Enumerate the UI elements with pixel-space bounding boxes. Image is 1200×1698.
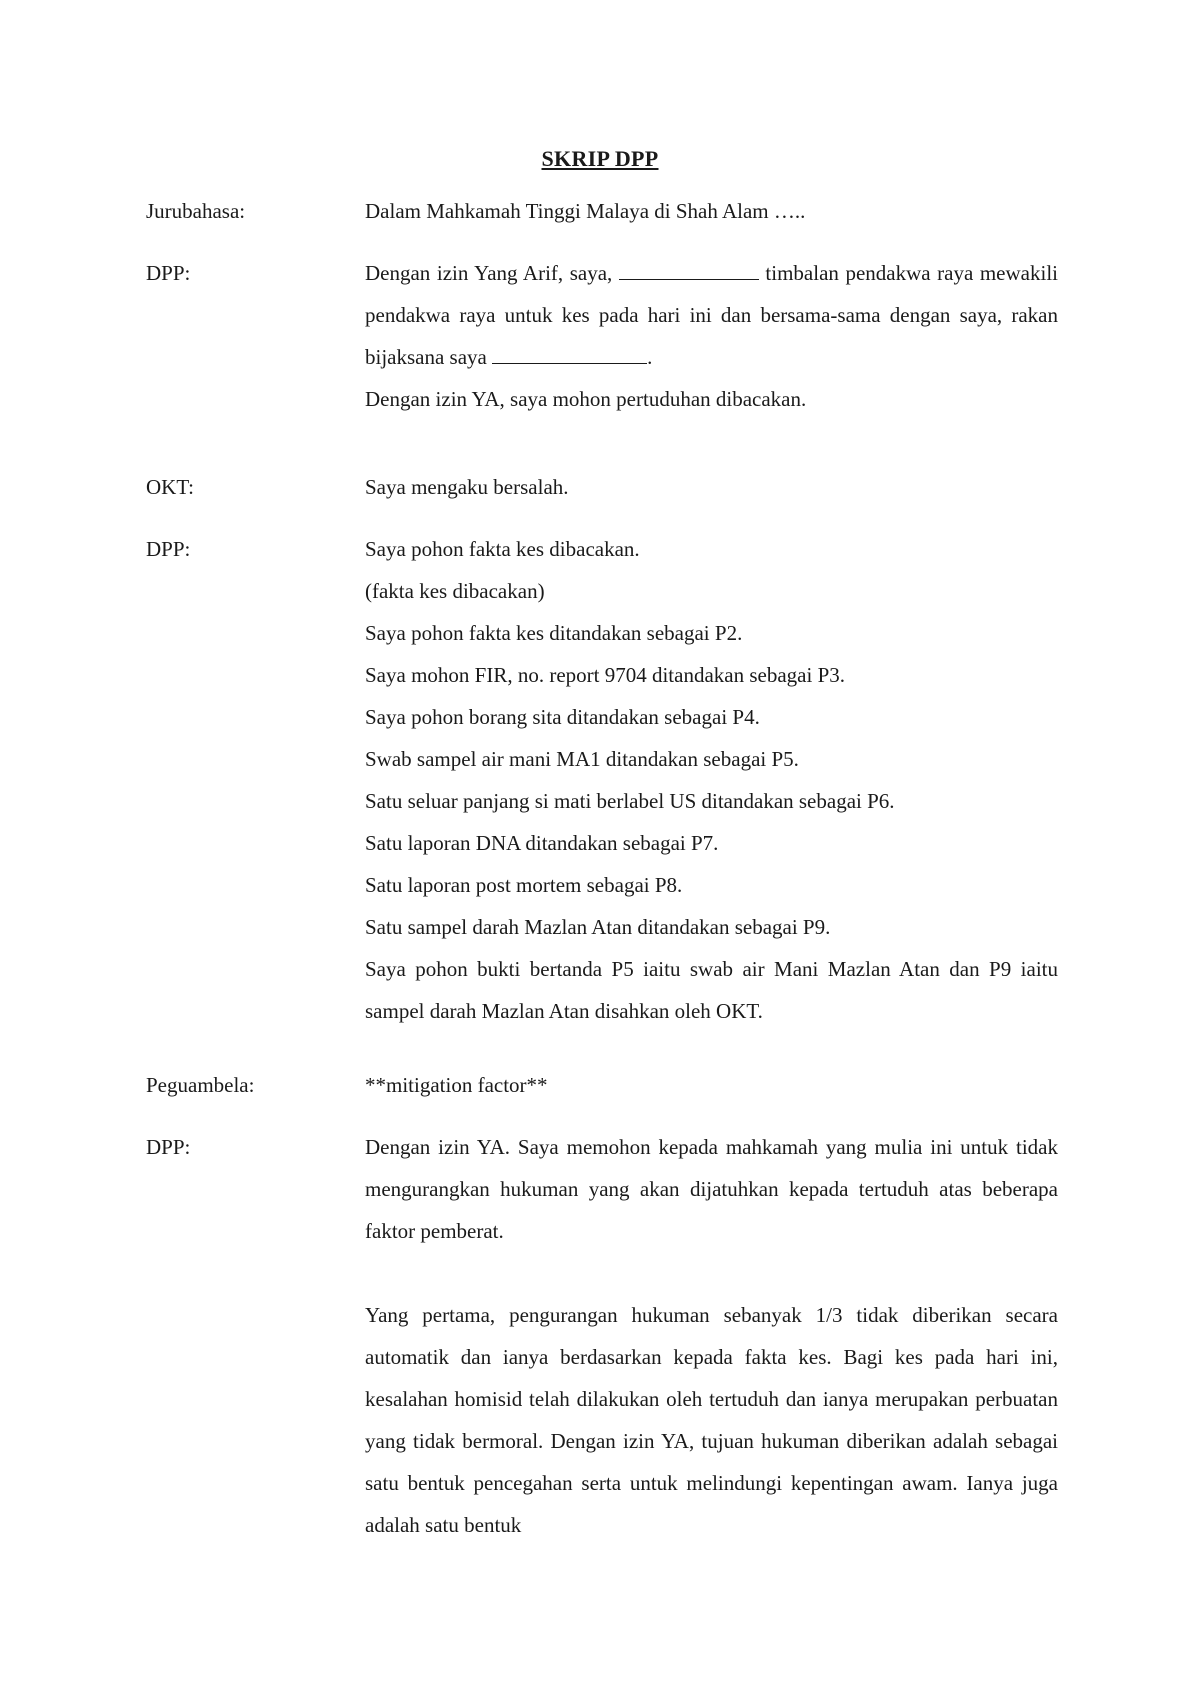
speaker-label: DPP: [146, 537, 191, 561]
speech-content [365, 466, 1058, 508]
speech-text: . [647, 345, 653, 369]
speech-paragraph: Yang pertama, pengurangan hukuman sebanyak 1/3 tidak diberikan secara automatik dan ianya berdasarkan kepada fakta kes. Bagi kes pada hari ini, kesalahan homisid telah dilakukan oleh tertuduh dan ianya merupakan perbuatan yang tidak bermoral. Dengan izin YA, tujuan hukuman diberikan adalah sebagai satu bentuk pencegahan serta untuk melindungi kepentingan awam. Ianya juga adalah satu bentuk [365, 1303, 1058, 1537]
speech-content [365, 528, 1058, 1032]
speech-paragraph: Saya pohon bukti bertanda P5 iaitu swab air Mani Mazlan Atan dan P9 iaitu sampel darah Mazlan Atan disahkan oleh OKT. [365, 957, 1058, 1023]
speech-content [365, 1064, 1058, 1106]
speech-line: Saya pohon fakta kes dibacakan. [365, 537, 640, 561]
speech-line: Satu laporan post mortem sebagai P8. [365, 873, 683, 897]
speech-line: Saya mengaku bersalah. [365, 475, 569, 499]
speech-line: Satu seluar panjang si mati berlabel US ditandakan sebagai P6. [365, 789, 895, 813]
speech-line: Satu laporan DNA ditandakan sebagai P7. [365, 831, 719, 855]
speech-content [365, 1126, 1058, 1546]
speech-content [365, 190, 1058, 232]
speech-line: **mitigation factor** [365, 1073, 548, 1097]
speech-text: Dengan izin Yang Arif, saya, [365, 261, 613, 285]
speech-paragraph [365, 252, 1058, 378]
speaker-label: DPP: [146, 1135, 191, 1159]
name-blank-line [492, 341, 647, 364]
name-blank-line [619, 257, 759, 280]
speech-line: Saya pohon fakta kes ditandakan sebagai P2. [365, 621, 743, 645]
speaker-label: DPP: [146, 261, 191, 285]
speech-content [365, 252, 1058, 420]
speaker-label: Jurubahasa: [146, 199, 246, 223]
document-title: SKRIP DPP [541, 146, 659, 171]
speech-line: Satu sampel darah Mazlan Atan ditandakan sebagai P9. [365, 915, 831, 939]
paragraph-gap [365, 1252, 1058, 1294]
speech-line: Swab sampel air mani MA1 ditandakan sebagai P5. [365, 747, 799, 771]
speech-text: timbalan pendakwa raya mewakili pendakwa raya untuk kes pada hari ini dan bersama-sama dengan saya, rakan bijaksana saya [365, 261, 1058, 369]
speech-line: (fakta kes dibacakan) [365, 579, 545, 603]
speaker-label: OKT: [146, 475, 194, 499]
speech-line: Saya pohon borang sita ditandakan sebagai P4. [365, 705, 760, 729]
speech-line: Dengan izin YA, saya mohon pertuduhan dibacakan. [365, 387, 807, 411]
speech-line: Saya mohon FIR, no. report 9704 ditandakan sebagai P3. [365, 663, 846, 687]
speech-line: Dalam Mahkamah Tinggi Malaya di Shah Alam ….. [365, 199, 806, 223]
speech-paragraph: Dengan izin YA. Saya memohon kepada mahkamah yang mulia ini untuk tidak mengurangkan hukuman yang akan dijatuhkan kepada tertuduh atas beberapa faktor pemberat. [365, 1135, 1058, 1243]
speaker-label: Peguambela: [146, 1073, 255, 1097]
